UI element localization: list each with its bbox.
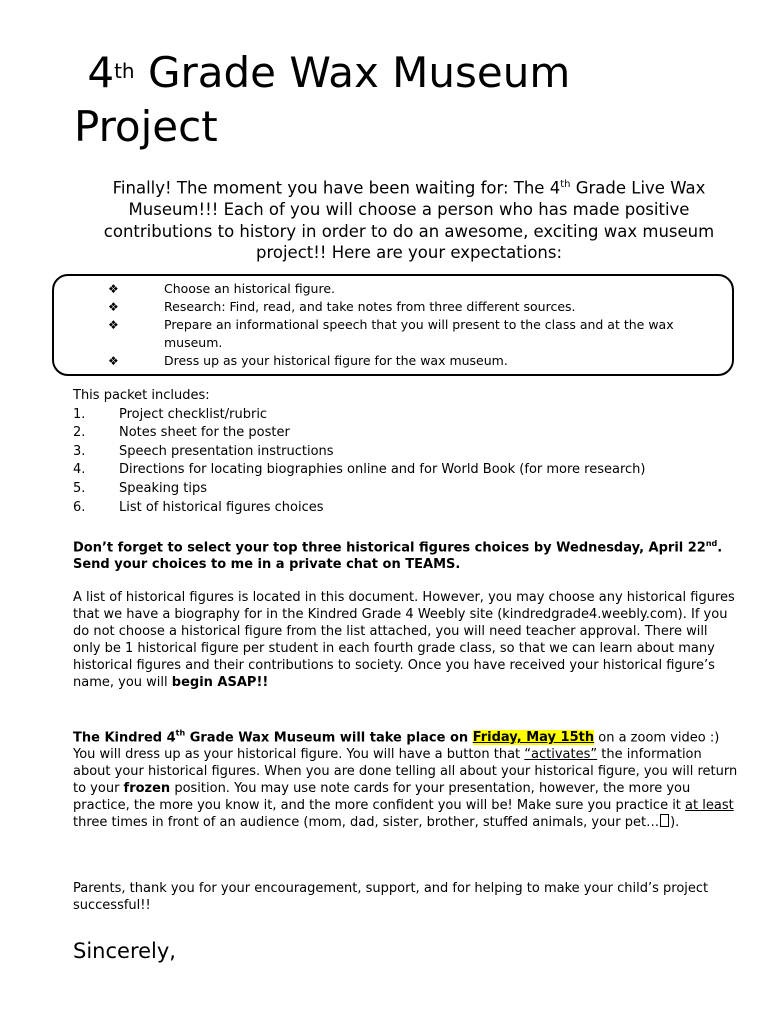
packet-item-text: Project checklist/rubric <box>119 406 268 422</box>
parents-paragraph: Parents, thank you for your encouragement, support, and for helping to make your child’s project successful!! <box>73 881 709 913</box>
packet-item <box>73 480 733 499</box>
packet-heading: This packet includes: <box>73 388 210 403</box>
diamond-bullet-icon: ❖ <box>108 354 119 368</box>
intro-sup: th <box>560 179 571 190</box>
packet-item-number: 5. <box>73 480 86 496</box>
packet-item <box>73 499 733 518</box>
expectations-list <box>54 280 732 370</box>
intro-paragraph <box>74 174 744 264</box>
diamond-bullet-icon: ❖ <box>108 300 119 314</box>
museum-text-5: ). <box>670 815 680 831</box>
page-title <box>74 46 754 154</box>
title-number: 4 <box>87 48 115 97</box>
diamond-bullet-icon: ❖ <box>108 282 119 296</box>
title-line-2: Project <box>74 102 218 151</box>
deadline-end: . <box>717 540 723 556</box>
expectation-text: Prepare an informational speech that you will present to the class and at the wax museum. <box>164 317 674 350</box>
deadline-text: Don’t forget to select your top three historical figures choices by Wednesday, April 22 <box>73 540 706 556</box>
event-date-highlight: Friday, May 15th <box>472 730 595 746</box>
begin-asap-text: begin ASAP!! <box>171 675 269 690</box>
museum-bold-2: Grade Wax Museum will take place on <box>185 730 473 746</box>
expectation-text: Research: Find, read, and take notes from three different sources. <box>164 299 576 314</box>
expectation-item <box>54 352 732 370</box>
deadline-sup: nd <box>705 539 718 548</box>
packet-item-number: 6. <box>73 499 86 515</box>
packet-item-number: 3. <box>73 443 86 459</box>
expectation-item <box>54 316 732 352</box>
packet-item-text: List of historical figures choices <box>119 499 324 515</box>
packet-section <box>73 387 733 517</box>
diamond-bullet-icon: ❖ <box>108 318 119 332</box>
packet-item <box>73 461 733 480</box>
at-least-underline: at least <box>685 798 734 814</box>
figures-text: A list of historical figures is located in this document. However, you may choose any historical figures that we have a biography for in the Kindred Grade 4 Weebly site (kindredgrade4.weebly.com). If you do not choose a historical figure from the list attached, you will need teacher approval. There will only be 1 historical figure per student in each fourth grade class, so that we can learn about many historical figures and their contributions to society. Once you have received your historical figure’s name, you will <box>73 590 735 690</box>
packet-item-text: Speaking tips <box>119 480 207 496</box>
expectation-text: Dress up as your historical figure for the wax museum. <box>164 353 508 368</box>
packet-item-text: Speech presentation instructions <box>119 443 334 459</box>
packet-item-number: 2. <box>73 425 86 441</box>
packet-item-number: 1. <box>73 406 86 422</box>
packet-item-number: 4. <box>73 462 86 478</box>
packet-item <box>73 406 733 425</box>
packet-item <box>73 443 733 462</box>
deadline-line-2: Send your choices to me in a private chat on TEAMS. <box>73 557 461 573</box>
closing-signoff: Sincerely, <box>73 939 176 963</box>
packet-item <box>73 424 733 443</box>
title-suffix: th <box>114 59 135 83</box>
museum-text-4: three times in front of an audience (mom, dad, sister, brother, stuffed animals, your pet… <box>73 815 660 831</box>
deadline-notice <box>73 535 738 573</box>
expectation-text: Choose an historical figure. <box>164 281 335 296</box>
museum-text-3: position. You may use note cards for your presentation, however, the more you practice, the more you know it, and the more confident you will be! Make sure you practice it <box>73 781 691 814</box>
intro-text-2: Grade Live Wax Museum!!! Each of you will choose a person who has made positive contributions to history in order to do an awesome, exciting wax museum project!! Here are your expectations: <box>103 178 715 262</box>
activates-underline: “activates” <box>524 747 598 763</box>
museum-text-2: the information about your historical figures. When you are done telling all about your historical figure, you will return to your <box>73 747 738 797</box>
museum-paragraph <box>73 725 738 831</box>
deadline-line-1 <box>73 535 738 556</box>
museum-sup: th <box>175 729 186 738</box>
frozen-bold: frozen <box>123 781 171 797</box>
expectations-box <box>52 274 734 376</box>
expectation-item <box>54 298 732 316</box>
title-line-1 <box>74 46 754 100</box>
packet-item-text: Notes sheet for the poster <box>119 425 290 441</box>
title-rest: Grade Wax Museum <box>134 48 571 97</box>
figures-paragraph <box>73 589 738 691</box>
museum-text-1: on a zoom video :) You will dress up as your historical figure. You will have a button that <box>73 730 720 763</box>
intro-text-1: Finally! The moment you have been waiting for: The 4 <box>112 178 561 198</box>
packet-item-text: Directions for locating biographies online and for World Book (for more research) <box>119 462 646 478</box>
packet-list <box>73 406 733 518</box>
missing-glyph-icon <box>660 814 669 827</box>
expectation-item <box>54 280 732 298</box>
museum-bold-1: The Kindred 4 <box>73 730 176 746</box>
